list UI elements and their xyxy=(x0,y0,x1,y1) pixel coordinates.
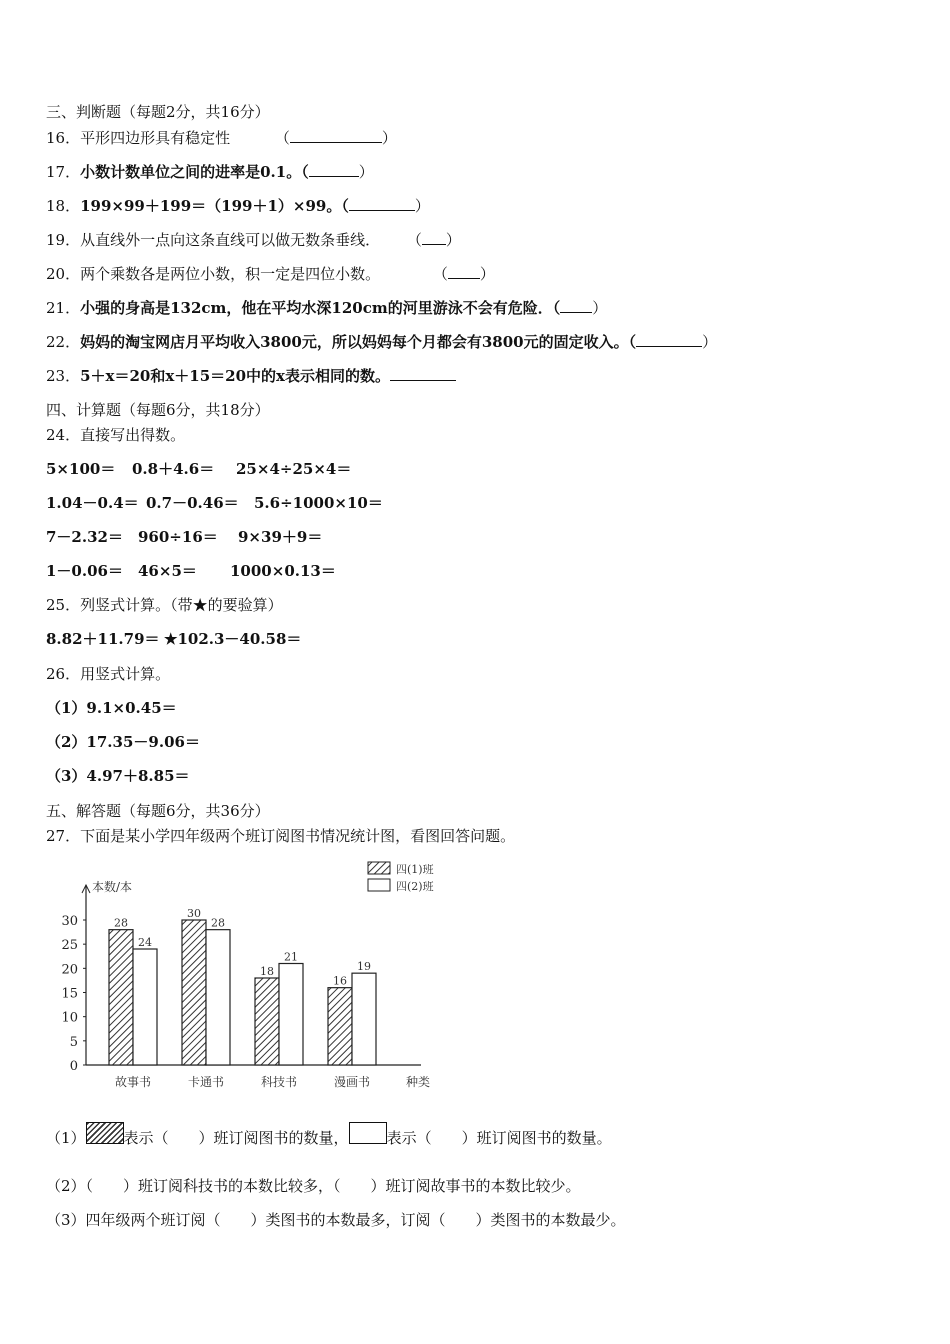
bar-class2 xyxy=(352,973,376,1065)
bar-class1 xyxy=(328,988,352,1065)
q25-item-1: 8.82＋11.79＝ xyxy=(46,630,160,648)
legend-label: 四(2)班 xyxy=(396,880,434,893)
question-26: 26．用竖式计算。 xyxy=(46,665,171,683)
q20-open: （ xyxy=(432,265,448,283)
q19-close: ） xyxy=(445,231,461,249)
blank-swatch-icon xyxy=(349,1122,387,1144)
q19-answer-blank[interactable] xyxy=(422,230,446,245)
question-23 xyxy=(46,366,456,386)
q23-answer-blank[interactable] xyxy=(390,366,456,381)
section3-title: 三、判断题（每题2分，共16分） xyxy=(46,103,270,121)
q27-sub1 xyxy=(46,1128,612,1150)
legend-swatch-class2 xyxy=(368,879,390,891)
legend-swatch-class1 xyxy=(368,862,390,874)
q20-answer-blank[interactable] xyxy=(448,264,480,279)
x-axis-label: 种类 xyxy=(406,1075,431,1089)
q17-close: ） xyxy=(358,163,374,181)
q16-close: ） xyxy=(381,129,397,147)
question-19 xyxy=(46,230,461,250)
sub1-label: （1） xyxy=(46,1129,86,1147)
q16-open: （ xyxy=(274,129,290,147)
q18-answer-blank[interactable] xyxy=(349,196,415,211)
q23-number: 23． xyxy=(46,367,81,385)
y-tick-label: 30 xyxy=(61,914,78,929)
legend-label: 四(1)班 xyxy=(396,863,434,876)
calc-row-3 xyxy=(46,527,322,547)
calc-item: 1000×0.13＝ xyxy=(230,562,336,580)
question-25: 25．列竖式计算。（带★的要验算） xyxy=(46,596,283,614)
q27-sub2: （2）（ ）班订阅科技书的本数比较多，（ ）班订阅故事书的本数比较少。 xyxy=(46,1177,581,1195)
q16-answer-blank[interactable] xyxy=(290,128,382,143)
q21-close: ） xyxy=(592,299,608,317)
bar-class2 xyxy=(133,949,157,1065)
q19-open: （ xyxy=(406,231,422,249)
q27-sub3: （3）四年级两个班订阅（ ）类图书的本数最多，订阅（ ）类图书的本数最少。 xyxy=(46,1211,626,1229)
section5-title: 五、解答题（每题6分，共36分） xyxy=(46,802,270,820)
calc-row-2 xyxy=(46,493,383,513)
calc-item: 0.8＋4.6＝ xyxy=(132,460,215,478)
bar-class1 xyxy=(255,978,279,1065)
q25-item-2: ★102.3－40.58＝ xyxy=(164,630,302,648)
x-tick-label: 故事书 xyxy=(114,1075,152,1089)
question-20 xyxy=(46,264,495,284)
calc-item: 5.6÷1000×10＝ xyxy=(254,494,383,512)
calc-item: 25×4÷25×4＝ xyxy=(236,460,352,478)
q18-number: 18． xyxy=(46,197,81,215)
data-label: 30 xyxy=(187,907,201,920)
calc-item: 46×5＝ xyxy=(138,562,197,580)
q26-item-1: （1）9.1×0.45＝ xyxy=(46,699,177,717)
question-27: 27．下面是某小学四年级两个班订阅图书情况统计图，看图回答问题。 xyxy=(46,827,516,845)
data-label: 28 xyxy=(114,916,128,930)
bar-chart xyxy=(46,855,456,1095)
q26-item-2: （2）17.35－9.06＝ xyxy=(46,733,200,751)
y-tick-label: 25 xyxy=(61,938,78,954)
q21-answer-blank[interactable] xyxy=(560,298,592,313)
calc-item: 5×100＝ xyxy=(46,460,116,478)
question-24: 24．直接写出得数。 xyxy=(46,426,186,444)
q23-text: 5＋x＝20和x＋15＝20中的x表示相同的数。 xyxy=(80,367,390,385)
q22-text: 妈妈的淘宝网店月平均收入3800元，所以妈妈每个月都会有3800元的固定收入。（ xyxy=(80,333,637,351)
x-tick-label: 科技书 xyxy=(260,1075,298,1089)
q19-text: 从直线外一点向这条直线可以做无数条垂线． xyxy=(80,231,381,249)
q16-text: 平形四边形具有稳定性 xyxy=(80,129,231,147)
calc-row-1 xyxy=(46,459,351,479)
q26-item-3: （3）4.97＋8.85＝ xyxy=(46,767,190,785)
question-21 xyxy=(46,298,607,318)
q22-answer-blank[interactable] xyxy=(636,332,702,347)
q22-number: 22． xyxy=(46,333,81,351)
bar-class1 xyxy=(109,930,133,1065)
data-label: 18 xyxy=(260,965,274,978)
q17-number: 17． xyxy=(46,163,81,181)
q17-text: 小数计数单位之间的进率是0.1。（ xyxy=(80,163,309,181)
q20-text: 两个乘数各是两位小数，积一定是四位小数。 xyxy=(80,265,381,283)
calc-item: 1.04－0.4＝ xyxy=(46,494,139,512)
calc-item: 960÷16＝ xyxy=(138,528,218,546)
question-16 xyxy=(46,128,397,148)
data-label: 28 xyxy=(211,916,225,930)
data-label: 19 xyxy=(357,960,371,974)
question-22 xyxy=(46,332,717,352)
calc-item: 9×39＋9＝ xyxy=(238,528,323,546)
question-17 xyxy=(46,162,374,182)
q18-close: ） xyxy=(414,197,430,215)
hatched-swatch-icon xyxy=(86,1122,124,1144)
q21-text: 小强的身高是132cm，他在平均水深120cm的河里游泳不会有危险．（ xyxy=(80,299,561,317)
data-label: 16 xyxy=(333,974,347,988)
sub1-text-a: 表示（ ）班订阅图书的数量， xyxy=(123,1129,349,1147)
y-tick-label: 20 xyxy=(61,962,78,978)
question-18 xyxy=(46,196,430,216)
calc-item: 0.7－0.46＝ xyxy=(146,494,239,512)
q19-number: 19． xyxy=(46,231,81,249)
x-tick-label: 卡通书 xyxy=(187,1075,225,1089)
calc-row-4 xyxy=(46,561,336,581)
y-tick-label: 5 xyxy=(69,1034,78,1050)
bar-class2 xyxy=(206,930,230,1065)
bar-class1 xyxy=(182,920,206,1065)
bar-class2 xyxy=(279,964,303,1066)
q17-answer-blank[interactable] xyxy=(309,162,359,177)
y-tick-label: 15 xyxy=(61,986,78,1002)
data-label: 21 xyxy=(284,950,298,964)
q25-items xyxy=(46,629,301,649)
q16-number: 16． xyxy=(46,129,81,147)
q18-text: 199×99＋199＝（199＋1）×99。（ xyxy=(80,197,349,215)
q22-close: ） xyxy=(702,333,718,351)
x-tick-label: 漫画书 xyxy=(333,1075,371,1089)
data-label: 24 xyxy=(138,936,152,949)
y-axis-label: 本数/本 xyxy=(92,880,133,894)
q20-close: ） xyxy=(479,265,495,283)
y-tick-label: 0 xyxy=(69,1059,78,1074)
section4-title: 四、计算题（每题6分，共18分） xyxy=(46,401,270,419)
calc-item: 7－2.32＝ xyxy=(46,528,123,546)
sub1-text-b: 表示（ ）班订阅图书的数量。 xyxy=(386,1129,612,1147)
calc-item: 1－0.06＝ xyxy=(46,562,123,580)
y-tick-label: 10 xyxy=(61,1010,78,1026)
q21-number: 21． xyxy=(46,299,81,317)
q20-number: 20． xyxy=(46,265,81,283)
